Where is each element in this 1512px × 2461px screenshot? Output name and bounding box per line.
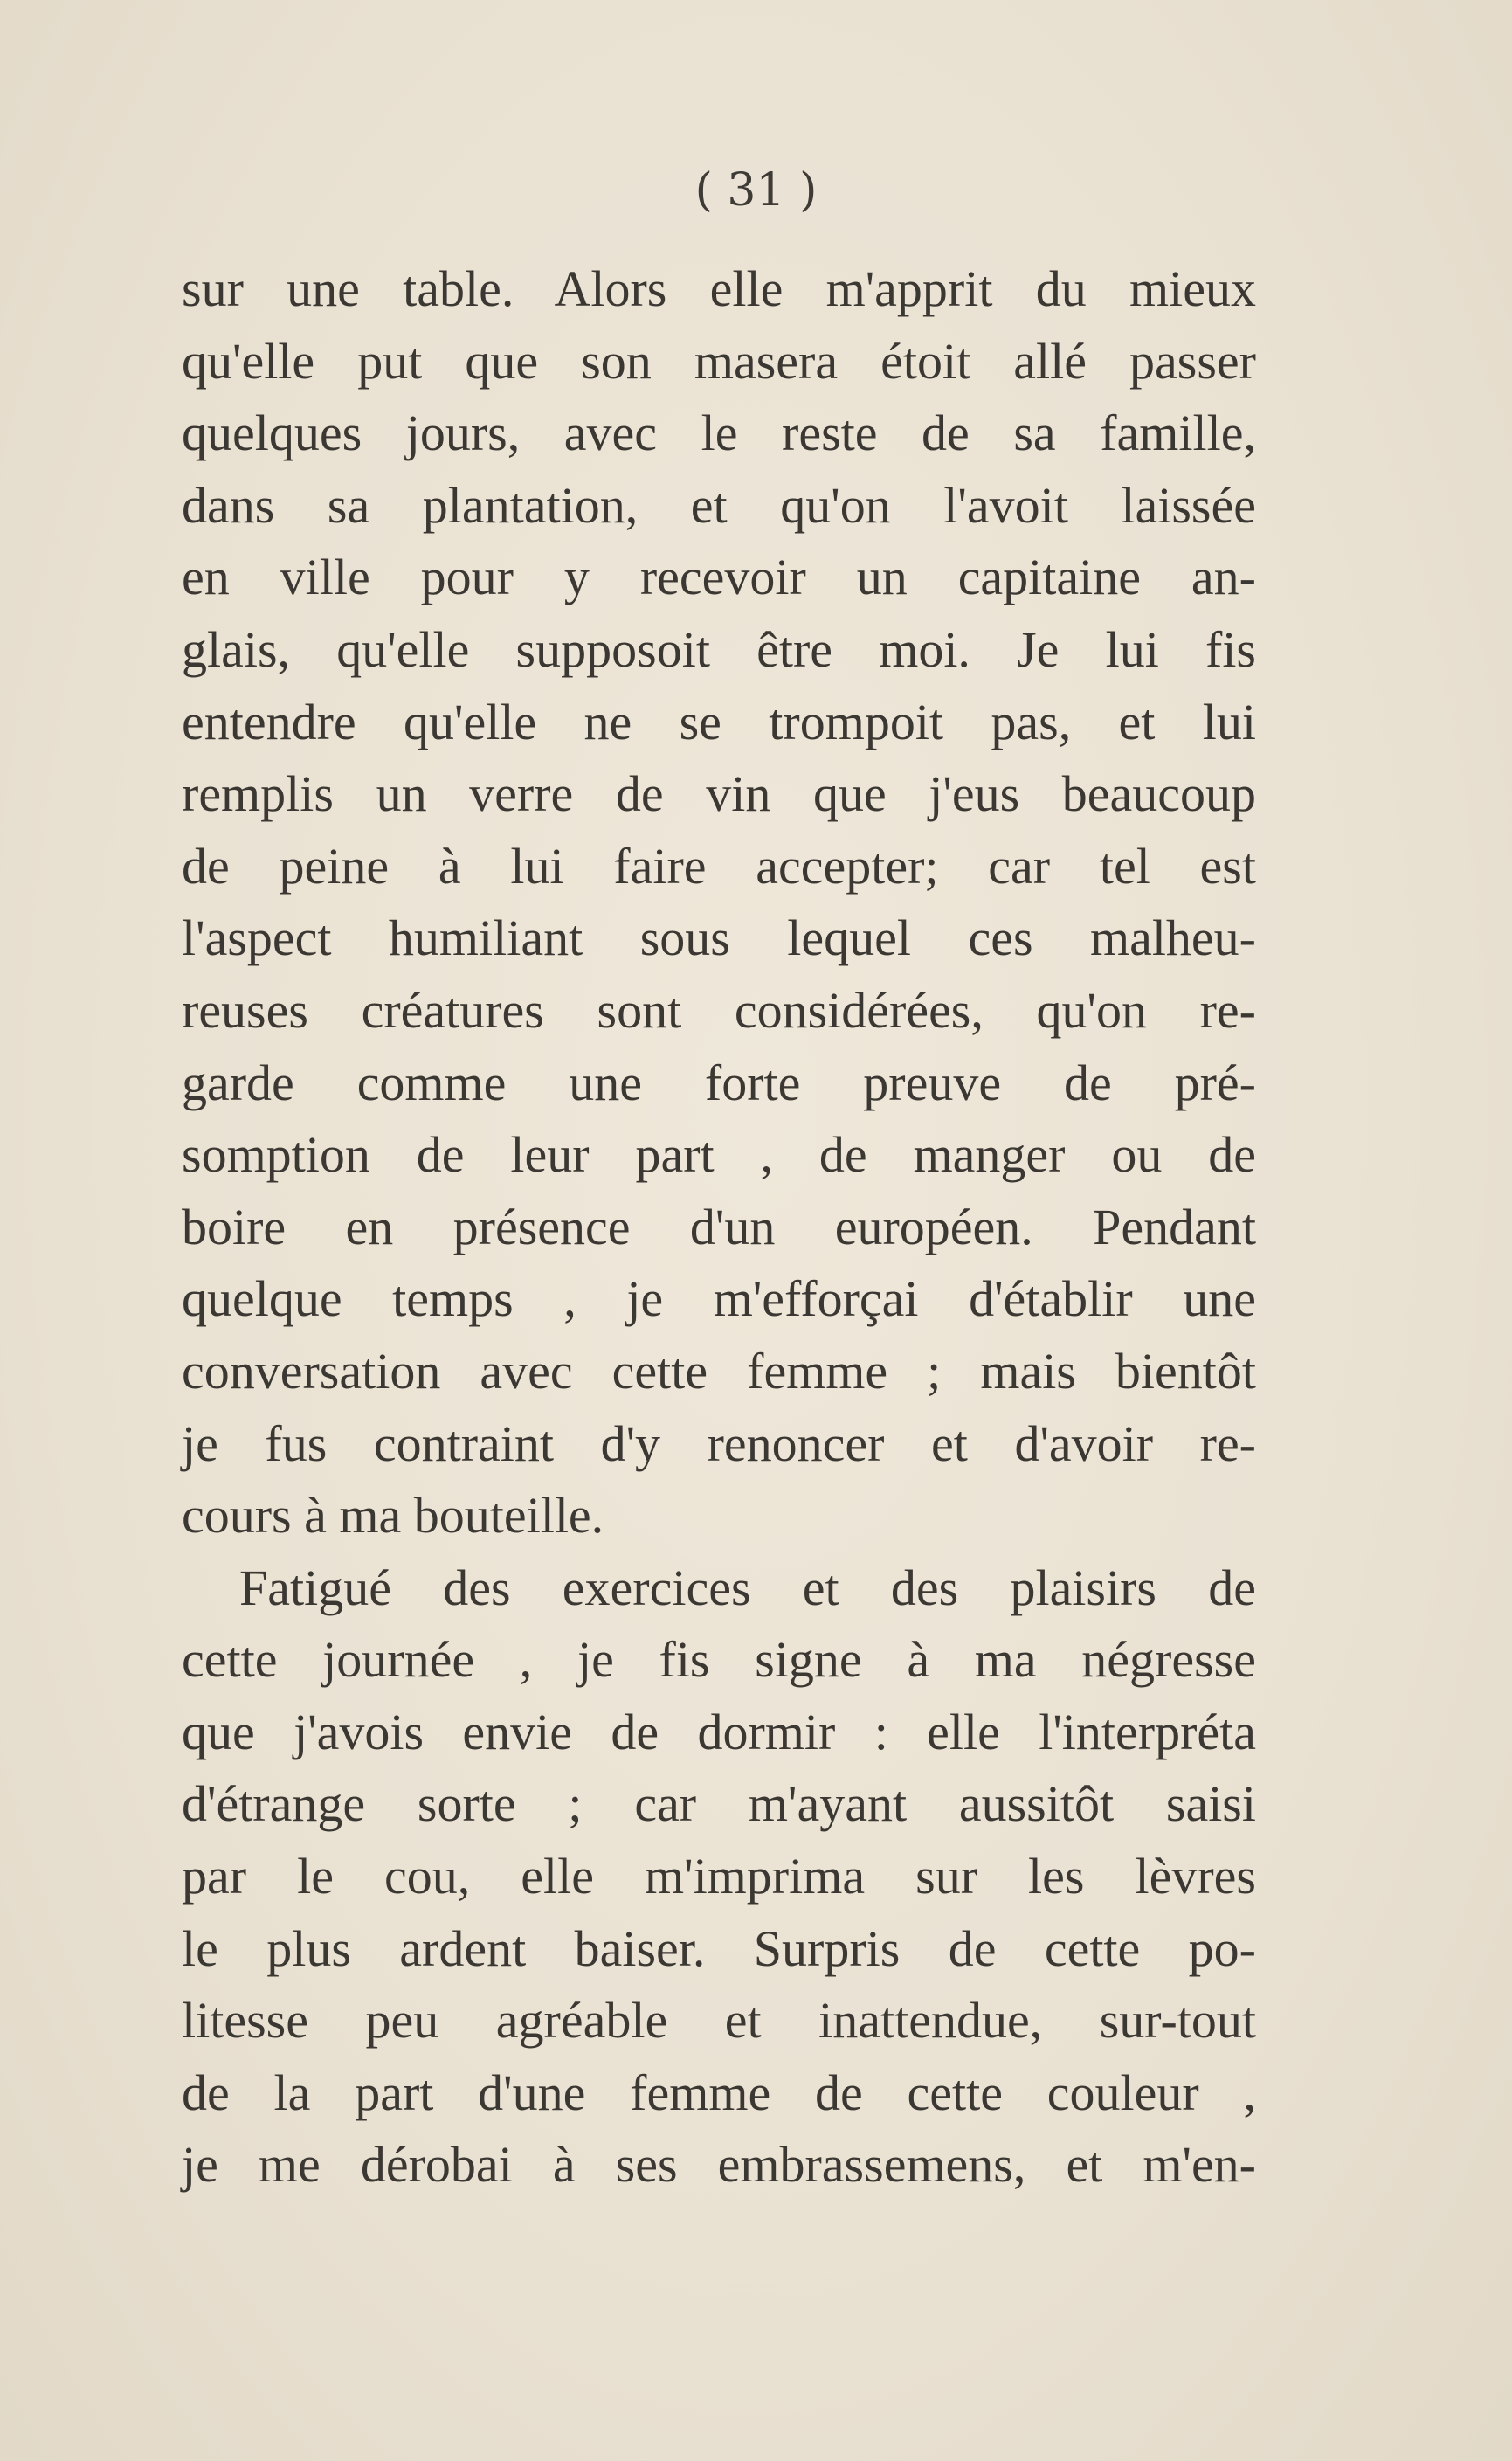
text-line: par le cou, elle m'imprima sur les lèvres xyxy=(182,1848,1256,1905)
text-line: entendre qu'elle ne se trompoit pas, et lui xyxy=(182,693,1256,750)
text-line: de la part d'une femme de cette couleur , xyxy=(182,2064,1256,2121)
text-line: je me dérobai à ses embrassemens, et m'en- xyxy=(182,2136,1256,2194)
text-line: cette journée , je fis signe à ma négresse xyxy=(182,1631,1256,1689)
text-line: quelques jours, avec le reste de sa famille, xyxy=(182,404,1256,462)
page-number: ( 31 ) xyxy=(694,164,818,217)
text-line: garde comme une forte preuve de pré- xyxy=(182,1054,1256,1111)
text-line: litesse peu agréable et inattendue, sur-tout xyxy=(182,1992,1256,2050)
text-line: qu'elle put que son masera étoit allé passer xyxy=(182,332,1256,390)
text-line: Fatigué des exercices et des plaisirs de xyxy=(239,1559,1256,1616)
text-line: quelque temps , je m'efforçai d'établir une xyxy=(182,1270,1256,1328)
text-line: le plus ardent baiser. Surpris de cette po- xyxy=(182,1919,1256,1977)
text-line: boire en présence d'un européen. Pendant xyxy=(182,1198,1256,1255)
body-text xyxy=(182,253,1256,2202)
text-line: remplis un verre de vin que j'eus beaucoup xyxy=(182,765,1256,823)
text-line: je fus contraint d'y renoncer et d'avoir re- xyxy=(182,1414,1256,1472)
text-line: que j'avois envie de dormir : elle l'interpréta xyxy=(182,1703,1256,1760)
text-line: de peine à lui faire accepter; car tel est xyxy=(182,837,1256,895)
text-line: reuses créatures sont considérées, qu'on re- xyxy=(182,981,1256,1039)
text-line: d'étrange sorte ; car m'ayant aussitôt saisi xyxy=(182,1775,1256,1833)
text-line: dans sa plantation, et qu'on l'avoit laissée xyxy=(182,476,1256,534)
text-line: cours à ma bouteille. xyxy=(182,1487,604,1545)
text-line: conversation avec cette femme ; mais bientôt xyxy=(182,1342,1256,1400)
text-line: l'aspect humiliant sous lequel ces malheu- xyxy=(182,909,1256,967)
text-line: en ville pour y recevoir un capitaine an- xyxy=(182,549,1256,606)
text-line: somption de leur part , de manger ou de xyxy=(182,1126,1256,1184)
text-line: glais, qu'elle supposoit être moi. Je lui fis xyxy=(182,620,1256,678)
text-line: sur une table. Alors elle m'apprit du mieux xyxy=(182,260,1256,317)
